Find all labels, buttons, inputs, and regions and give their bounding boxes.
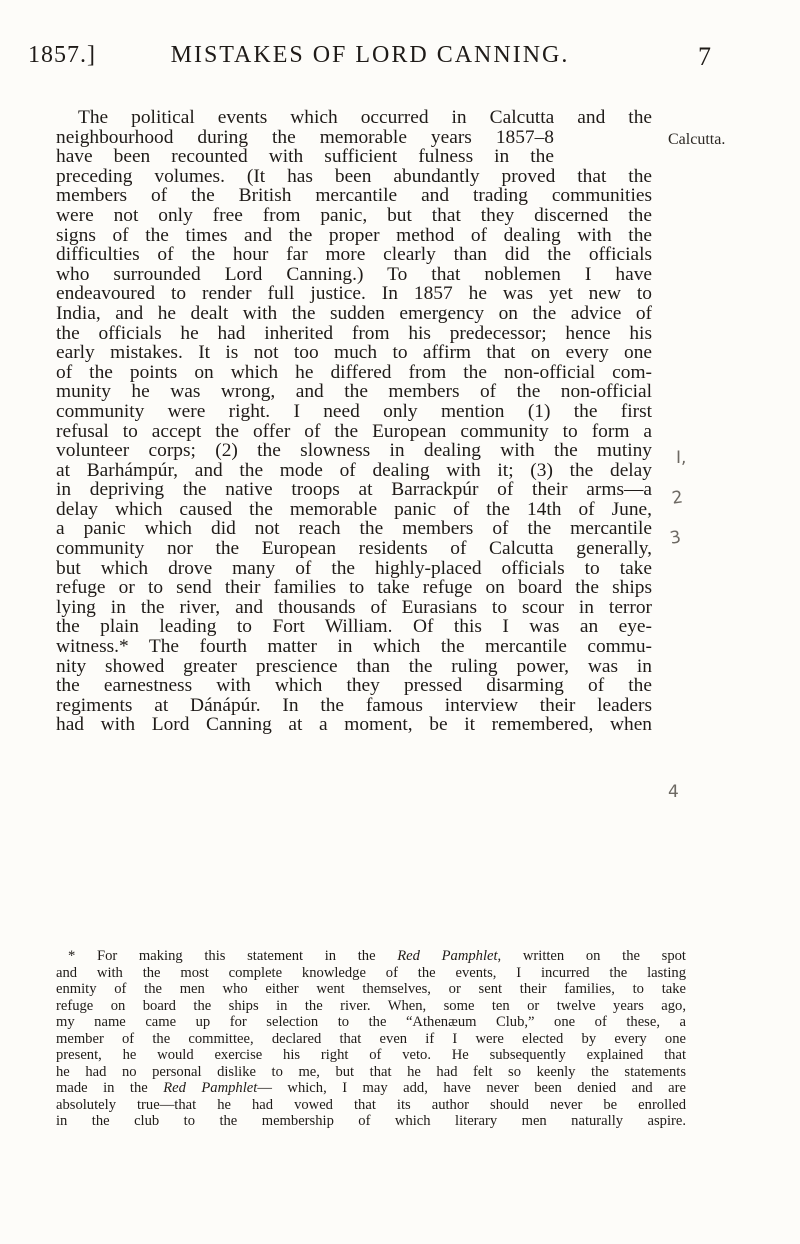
body-line: who surrounded Lord Canning.) To that noblemen I have xyxy=(56,263,652,285)
footnote-line: member of the committee, declared that even if I were elected by every one xyxy=(56,1030,686,1047)
page-number: 7 xyxy=(698,42,712,71)
footnote-text: , written on the spot xyxy=(497,948,686,964)
body-line: were not only free from panic, but that they discerned the xyxy=(56,204,652,226)
body-line: have been recounted with sufficient fulness in the xyxy=(56,146,554,168)
body-line: members of the British mercantile and trading communities xyxy=(56,185,652,207)
footnote-line: present, he would exercise his right of veto. He subsequently explained that xyxy=(56,1047,686,1063)
body-line: a panic which did not reach the members of the mercantile xyxy=(56,518,652,540)
body-line: regiments at Dánápúr. In the famous interview their leaders xyxy=(56,694,652,716)
pencil-mark: 3 xyxy=(668,527,683,549)
body-line: munity he was wrong, and the members of the non-official xyxy=(56,381,652,403)
pencil-mark: I, xyxy=(676,448,687,468)
footnote-line: and with the most complete knowledge of the events, I incurred the lasting xyxy=(56,964,686,981)
footnote-line: refuge on board the ships in the river. When, some ten or twelve years ago, xyxy=(56,997,686,1014)
body-line: The political events which occurred in Calcutta and the xyxy=(78,107,652,128)
footnote-line: absolutely true—that he had vowed that its author should never be enrolled xyxy=(56,1096,686,1113)
body-line: refuge or to send their families to take refuge on board the ships xyxy=(56,577,652,599)
body-line: the plain leading to Fort William. Of this I was an eye- xyxy=(56,616,652,638)
footnote-italic: Red Pamphlet xyxy=(163,1080,258,1096)
header-title: MISTAKES OF LORD CANNING. xyxy=(170,42,570,68)
body-line: difficulties of the hour far more clearly than did the officials xyxy=(56,244,652,266)
body-line: lying in the river, and thousands of Eurasians to scour in terror xyxy=(56,596,652,618)
pencil-mark: 2 xyxy=(670,487,685,509)
running-head xyxy=(28,42,712,78)
footnote-line: he had no personal dislike to me, but that he had felt so keenly the statements xyxy=(56,1063,686,1080)
footnote-text: — which, I may add, have never been denied and are xyxy=(257,1080,686,1096)
body-line: refusal to accept the offer of the European community to form a xyxy=(56,420,652,442)
body-line: community were right. I need only mention (1) the first xyxy=(56,400,652,422)
body-line: nity showed greater prescience than the ruling power, was in xyxy=(56,655,652,677)
footnote-line xyxy=(56,1080,686,1097)
body-line: at Barhámpúr, and the mode of dealing with it; (3) the delay xyxy=(56,459,652,481)
body-line: the officials he had inherited from his predecessor; hence his xyxy=(56,322,652,344)
body-line: community nor the European residents of Calcutta generally, xyxy=(56,538,652,560)
body-text xyxy=(56,108,652,735)
margin-note: Calcutta. xyxy=(668,131,726,148)
body-line: early mistakes. It is not too much to affirm that on every one xyxy=(56,342,652,364)
footnote-line: in the club to the membership of which literary men naturally aspire. xyxy=(56,1113,686,1129)
body-line: volunteer corps; (2) the slowness in dealing with the mutiny xyxy=(56,440,652,462)
footnote-text: * For making this statement in the xyxy=(68,948,398,964)
footnote-italic: Red Pamphlet xyxy=(397,948,498,964)
body-line: delay which caused the memorable panic of the 14th of June, xyxy=(56,498,652,520)
body-line: witness.* The fourth matter in which the mercantile commu- xyxy=(56,636,652,658)
footnote-text: made in the xyxy=(56,1080,164,1096)
body-line: endeavoured to render full justice. In 1857 he was yet new to xyxy=(56,283,652,305)
body-line: preceding volumes. (It has been abundantly proved that the xyxy=(56,165,652,187)
footnote-line: my name came up for selection to the “Athenæum Club,” one of these, a xyxy=(56,1014,686,1030)
header-year: 1857.] xyxy=(28,42,96,68)
footnote-line: enmity of the men who either went themselves, or sent their families, to take xyxy=(56,981,686,997)
footnote-line xyxy=(56,948,686,965)
body-line: but which drove many of the highly-placed officials to take xyxy=(56,557,652,579)
body-line: the earnestness with which they pressed disarming of the xyxy=(56,675,652,697)
body-line: signs of the times and the proper method of dealing with the xyxy=(56,224,652,246)
body-line: neighbourhood during the memorable years 1857–8 xyxy=(56,126,554,148)
body-line: had with Lord Canning at a moment, be it remembered, when xyxy=(56,714,652,736)
body-line: in depriving the native troops at Barrackpúr of their arms—a xyxy=(56,479,652,501)
footnote xyxy=(56,948,686,1130)
body-line: India, and he dealt with the sudden emergency on the advice of xyxy=(56,302,652,324)
pencil-mark: 4 xyxy=(668,782,679,802)
body-line: of the points on which he differed from the non-official com- xyxy=(56,361,652,383)
